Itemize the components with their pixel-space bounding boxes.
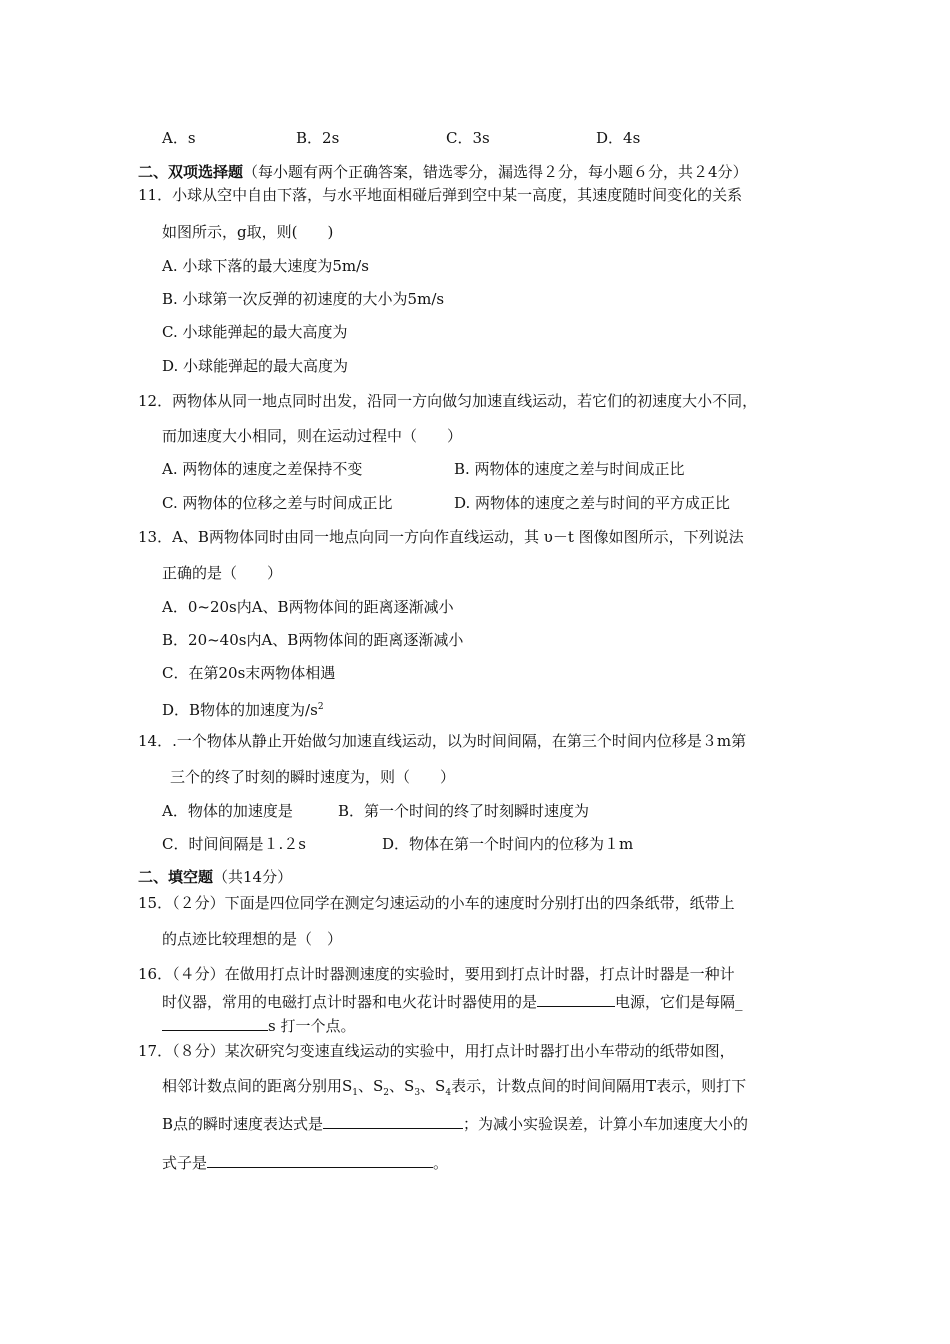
question-16-stem: 16．（４分）在做用打点计时器测速度的实验时，要用到打点计时器，打点计时器是一种计 bbox=[138, 965, 735, 983]
section-note: （每小题有两个正确答案，错选零分，漏选得２分，每小题６分，共２4分） bbox=[243, 163, 748, 181]
question-13-option-d bbox=[162, 697, 324, 720]
question-13-option-c: C．在第20s末两物体相遇 bbox=[162, 664, 336, 682]
question-16-stem-cont bbox=[162, 991, 743, 1012]
subscript: 2 bbox=[383, 1088, 390, 1098]
text: 。 bbox=[433, 1154, 449, 1172]
section-heading bbox=[138, 162, 748, 182]
text: 、S bbox=[389, 1077, 415, 1095]
question-11-stem: 11．小球从空中自由下落，与水平地面相碰后弹到空中某一高度，其速度随时间变化的关系 bbox=[138, 186, 743, 204]
text: 电源，它们是每隔_ bbox=[615, 993, 743, 1011]
question-12-option-d: D. 两物体的速度之差与时间的平方成正比 bbox=[454, 494, 731, 512]
question-17-stem-line4 bbox=[162, 1152, 448, 1173]
question-11-option-b: B. 小球第一次反弹的初速度的大小为5m/s bbox=[162, 290, 445, 308]
text: 时仪器，常用的电磁打点计时器和电火花计时器使用的是 bbox=[162, 993, 538, 1011]
question-13-option-b: B．20~40s内A、B两物体间的距离逐渐减小 bbox=[162, 631, 464, 649]
exponent: 2 bbox=[317, 702, 324, 712]
question-16-stem-end bbox=[162, 1015, 355, 1036]
answer-blank-1[interactable] bbox=[537, 991, 615, 1007]
question-17-stem-line3 bbox=[162, 1113, 748, 1134]
text: 相邻计数点间的距离分别用S bbox=[162, 1077, 353, 1095]
q10-option-d: D．4s bbox=[596, 129, 641, 147]
question-12-stem-cont: 而加速度大小相同，则在运动过程中（ ） bbox=[162, 427, 463, 445]
question-13-stem: 13．A、B两物体同时由同一地点向同一方向作直线运动，其 υ－t 图像如图所示，下列说法 bbox=[138, 528, 744, 546]
question-11-option-a: A. 小球下落的最大速度为5m/s bbox=[162, 257, 369, 275]
subscript: 1 bbox=[352, 1088, 359, 1098]
text: B点的瞬时速度表达式是 bbox=[162, 1115, 324, 1133]
question-12-option-c: C. 两物体的位移之差与时间成正比 bbox=[162, 494, 393, 512]
subscript: 4 bbox=[445, 1088, 452, 1098]
question-15-stem-cont: 的点迹比较理想的是（ ） bbox=[162, 930, 343, 948]
section-title: 二、填空题 bbox=[138, 868, 214, 886]
text: s 打一个点。 bbox=[268, 1017, 356, 1035]
answer-blank-4[interactable] bbox=[207, 1152, 433, 1168]
question-12-stem: 12．两物体从同一地点同时出发，沿同一方向做匀加速直线运动，若它们的初速度大小不同， bbox=[138, 392, 758, 410]
answer-blank-2[interactable] bbox=[162, 1015, 268, 1031]
text: 表示，计数点间的时间间隔用T表示，则打下 bbox=[451, 1077, 747, 1095]
question-14-option-d: D．物体在第一个时间内的位移为１m bbox=[382, 835, 634, 853]
question-15-stem: 15．（２分）下面是四位同学在测定匀速运动的小车的速度时分别打出的四条纸带，纸带上 bbox=[138, 894, 735, 912]
question-11-stem-cont: 如图所示，g取，则( ) bbox=[162, 223, 334, 241]
question-17-stem: 17．（８分）某次研究匀变速直线运动的实验中，用打点计时器打出小车带动的纸带如图， bbox=[138, 1042, 735, 1060]
question-14-option-c: C．时间间隔是１.２s bbox=[162, 835, 306, 853]
text: 、S bbox=[358, 1077, 384, 1095]
question-14-stem: 14．.一个物体从静止开始做匀加速直线运动，以为时间间隔，在第三个时间内位移是３m第 bbox=[138, 732, 747, 750]
subscript: 3 bbox=[414, 1088, 421, 1098]
question-14-stem-cont: 三个的终了时刻的瞬时速度为，则（ ） bbox=[170, 768, 456, 786]
answer-blank-3[interactable] bbox=[323, 1113, 463, 1129]
section-title: 二、双项选择题 bbox=[138, 163, 244, 181]
q10-option-a: A．s bbox=[162, 129, 196, 147]
section-note: （共14分） bbox=[213, 868, 293, 886]
option-d-text: D．B物体的加速度为/s bbox=[162, 701, 318, 719]
question-14-option-a: A．物体的加速度是 bbox=[162, 802, 293, 820]
section-heading-fill bbox=[138, 867, 292, 887]
text: 式子是 bbox=[162, 1154, 208, 1172]
question-13-stem-cont: 正确的是（ ） bbox=[162, 564, 283, 582]
question-11-option-d: D. 小球能弹起的最大高度为 bbox=[162, 357, 349, 375]
question-11-option-c: C. 小球能弹起的最大高度为 bbox=[162, 323, 348, 341]
question-13-option-a: A．0~20s内A、B两物体间的距离逐渐减小 bbox=[162, 598, 454, 616]
q10-option-c: C．3s bbox=[446, 129, 490, 147]
q10-option-b: B．2s bbox=[296, 129, 340, 147]
question-12-option-b: B. 两物体的速度之差与时间成正比 bbox=[454, 460, 685, 478]
text: 、S bbox=[420, 1077, 446, 1095]
text: ；为减小实验误差，计算小车加速度大小的 bbox=[463, 1115, 749, 1133]
question-12-option-a: A. 两物体的速度之差保持不变 bbox=[162, 460, 363, 478]
question-17-stem-cont bbox=[162, 1076, 746, 1103]
question-14-option-b: B．第一个时间的终了时刻瞬时速度为 bbox=[338, 802, 590, 820]
